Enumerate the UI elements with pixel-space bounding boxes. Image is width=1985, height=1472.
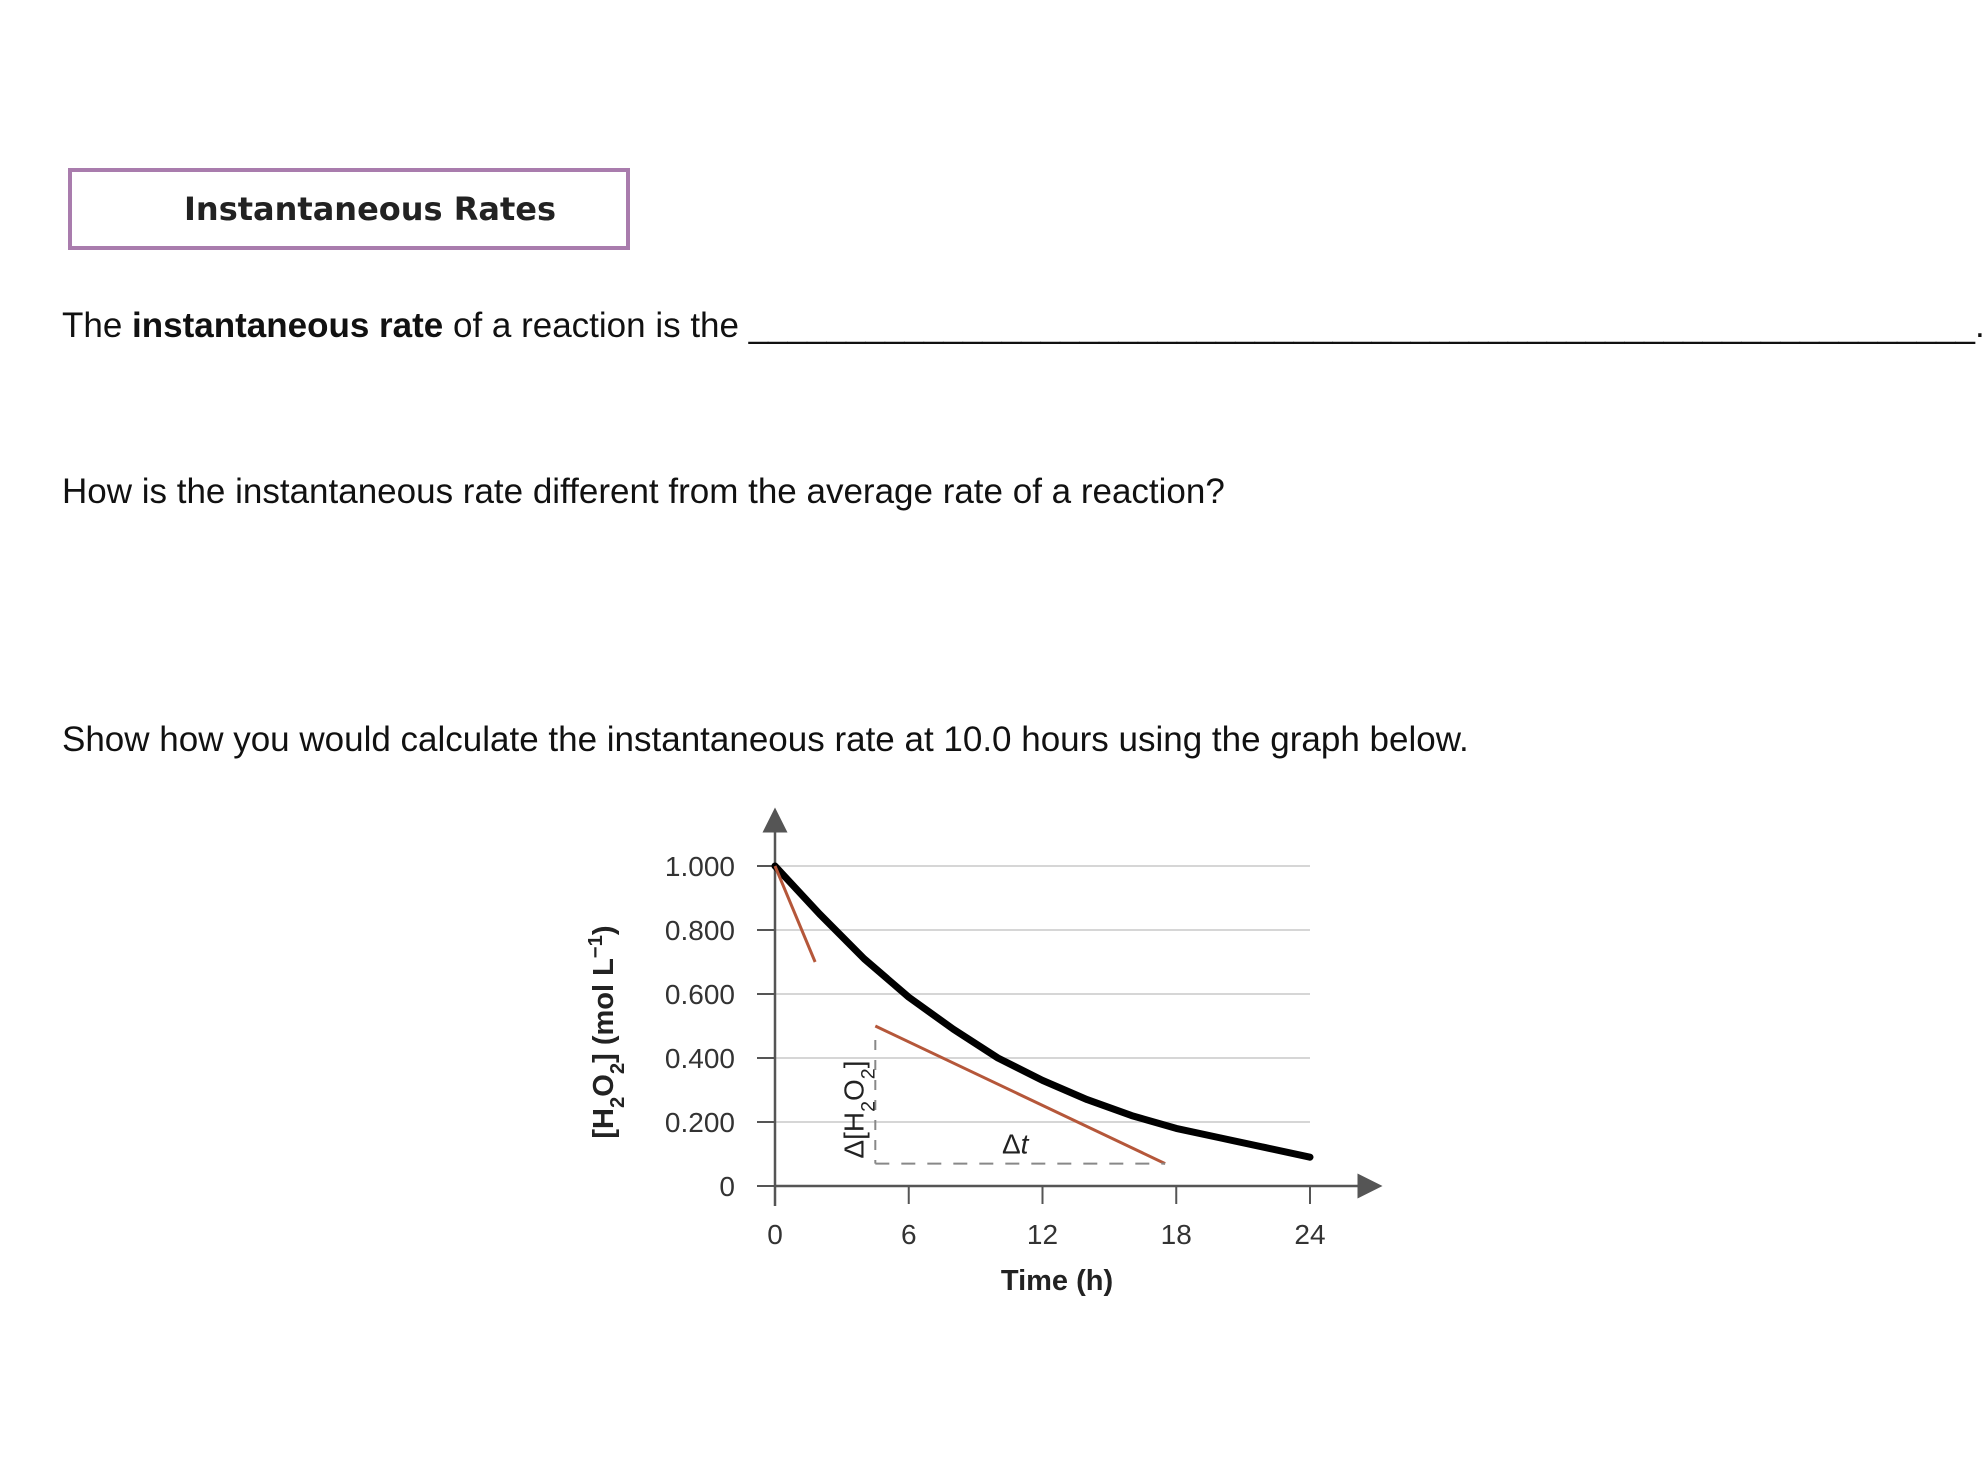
x-tick-label: 6: [900, 1219, 917, 1250]
y-tick-label: 0.200: [664, 1107, 735, 1138]
fill-in-sentence: [62, 306, 1985, 346]
sentence-end: .: [1975, 306, 1985, 345]
concentration-time-chart: [560, 790, 1380, 1330]
y-tick-label: 0.600: [664, 979, 735, 1010]
answer-blank[interactable]: _______________________________________________________________: [748, 306, 1976, 345]
delta-t-label: Δt: [1001, 1128, 1029, 1160]
question-calculate-rate: Show how you would calculate the instantaneous rate at 10.0 hours using the graph below.: [62, 720, 1469, 759]
x-tick-label: 24: [1294, 1219, 1326, 1250]
sentence-bold-term: instantaneous rate: [132, 306, 444, 345]
y-tick-label: 0.400: [664, 1043, 735, 1074]
x-tick-label: 12: [1026, 1219, 1059, 1250]
question-average-vs-instantaneous: How is the instantaneous rate different from the average rate of a reaction?: [62, 472, 1225, 511]
sentence-middle: of a reaction is the: [443, 306, 749, 345]
y-tick-label: 0: [719, 1171, 735, 1202]
x-tick-label: 18: [1160, 1219, 1192, 1250]
section-title: Instantaneous Rates: [184, 190, 557, 228]
x-tick-label: 0: [767, 1219, 783, 1250]
sentence-prefix: The: [62, 306, 133, 345]
y-tick-label: 1.000: [664, 851, 735, 882]
section-title-box: [68, 168, 630, 250]
y-axis-title: $[H_2O_2]$ (mol $L^{-1}$): [585, 925, 629, 1139]
delta-concentration-label: $\Delta[H_2O_2]$: [838, 1060, 880, 1159]
y-tick-label: 0.800: [664, 915, 735, 946]
tangent-line: [775, 866, 815, 962]
x-axis-title: Time (h): [1000, 1265, 1114, 1297]
